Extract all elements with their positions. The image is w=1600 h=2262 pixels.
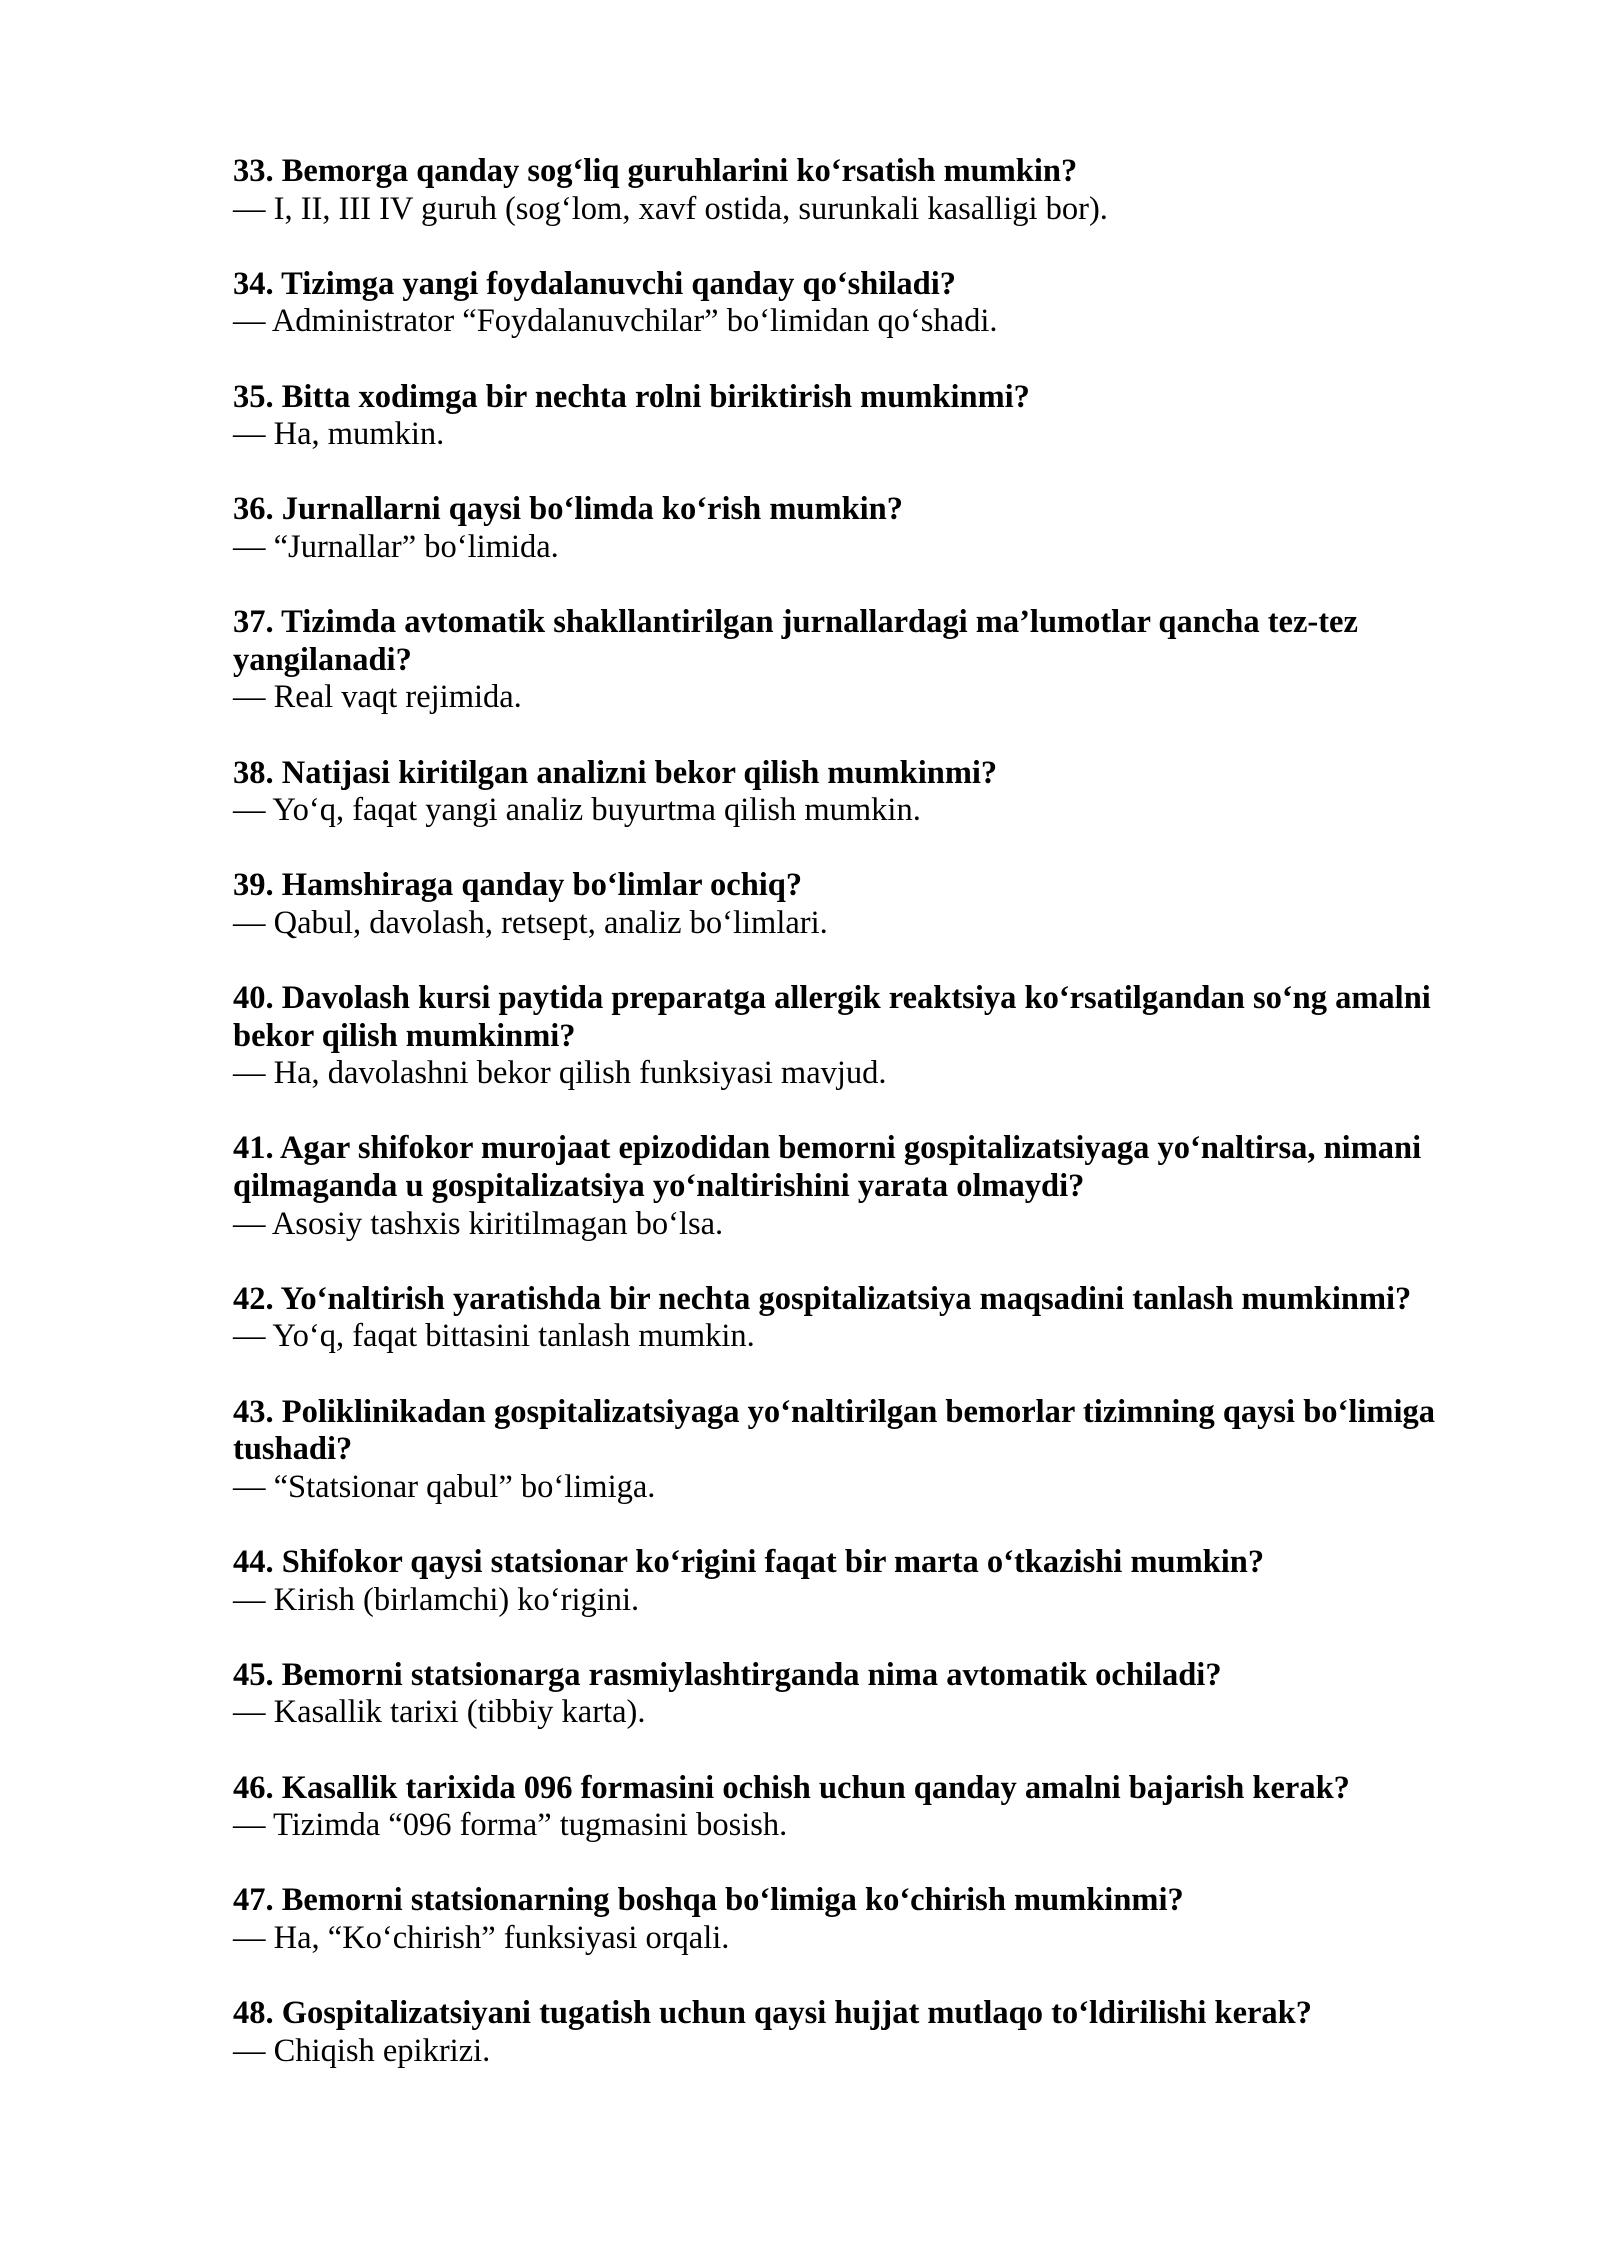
- answer-text: — Kasallik tarixi (tibbiy karta).: [233, 1694, 646, 1731]
- answer-text: — Kirish (birlamchi) ko‘rigini.: [233, 1581, 640, 1618]
- qa-item-34: [233, 266, 1483, 341]
- qa-item-45: [233, 1657, 1483, 1732]
- qa-list: [233, 153, 1483, 2108]
- question-text: 39. Hamshiraga qanday bo‘limlar ochiq?: [233, 867, 803, 904]
- question-text: 34. Tizimga yangi foydalanuvchi qanday qo‘shiladi?: [233, 265, 957, 302]
- qa-item-46: [233, 1770, 1483, 1845]
- qa-item-35: [233, 379, 1483, 454]
- question-text: 43. Poliklinikadan gospitalizatsiyaga yo‘naltirilgan bemorlar tizimning qaysi bo‘limiga tushadi?: [233, 1393, 1436, 1468]
- qa-item-39: [233, 867, 1483, 942]
- answer-text: — Tizimda “096 forma” tugmasini bosish.: [233, 1807, 788, 1844]
- question-text: 42. Yo‘naltirish yaratishda bir nechta gospitalizatsiya maqsadini tanlash mumkinmi?: [233, 1280, 1412, 1317]
- question-text: 33. Bemorga qanday sog‘liq guruhlarini ko‘rsatish mumkin?: [233, 153, 1078, 189]
- qa-item-41: [233, 1130, 1483, 1243]
- question-text: 46. Kasallik tarixida 096 formasini ochish uchun qanday amalni bajarish kerak?: [233, 1769, 1350, 1806]
- qa-item-42: [233, 1281, 1483, 1356]
- question-text: 40. Davolash kursi paytida preparatga allergik reaktsiya ko‘rsatilgandan so‘ng amalni bekor qilish mumkinmi?: [233, 980, 1431, 1054]
- answer-text: — Ha, “Ko‘chirish” funksiyasi orqali.: [233, 1919, 730, 1956]
- question-text: 38. Natijasi kiritilgan analizni bekor qilish mumkinmi?: [233, 754, 998, 791]
- answer-text: — I, II, III IV guruh (sog‘lom, xavf ostida, surunkali kasalligi bor).: [233, 190, 1108, 227]
- qa-item-44: [233, 1544, 1483, 1619]
- answer-text: — Real vaqt rejimida.: [233, 679, 522, 716]
- question-text: 37. Tizimda avtomatik shakllantirilgan jurnallardagi ma’lumotlar qancha tez-tez yangilanadi?: [233, 604, 1358, 678]
- qa-item-38: [233, 755, 1483, 830]
- question-text: 41. Agar shifokor murojaat epizodidan bemorni gospitalizatsiyaga yo‘naltirsa, nimani qilmaganda u gospitalizatsiya yo‘naltirishini yarata olmaydi?: [233, 1130, 1422, 1205]
- question-text: 35. Bitta xodimga bir nechta rolni biriktirish mumkinmi?: [233, 378, 1030, 415]
- question-text: 45. Bemorni statsionarga rasmiylashtirganda nima avtomatik ochiladi?: [233, 1656, 1222, 1693]
- qa-item-47: [233, 1882, 1483, 1957]
- question-text: 36. Jurnallarni qaysi bo‘limda ko‘rish mumkin?: [233, 491, 903, 528]
- answer-text: — Chiqish epikrizi.: [233, 2032, 491, 2069]
- qa-item-48: [233, 1995, 1483, 2070]
- qa-item-43: [233, 1394, 1483, 1507]
- question-text: 47. Bemorni statsionarning boshqa bo‘limiga ko‘chirish mumkinmi?: [233, 1882, 1184, 1919]
- answer-text: — Qabul, davolash, retsept, analiz bo‘limlari.: [233, 904, 828, 941]
- answer-text: — Asosiy tashxis kiritilmagan bo‘lsa.: [233, 1205, 724, 1242]
- answer-text: — Ha, davolashni bekor qilish funksiyasi mavjud.: [233, 1055, 887, 1092]
- answer-text: — Yo‘q, faqat bittasini tanlash mumkin.: [233, 1318, 755, 1355]
- question-text: 44. Shifokor qaysi statsionar ko‘rigini faqat bir marta o‘tkazishi mumkin?: [233, 1543, 1265, 1580]
- question-text: 48. Gospitalizatsiyani tugatish uchun qaysi hujjat mutlaqo to‘ldirilishi kerak?: [233, 1995, 1313, 2032]
- qa-item-36: [233, 491, 1483, 566]
- answer-text: — “Statsionar qabul” bo‘limiga.: [233, 1468, 656, 1505]
- answer-text: — Administrator “Foydalanuvchilar” bo‘limidan qo‘shadi.: [233, 303, 998, 340]
- qa-item-33: [233, 153, 1483, 228]
- answer-text: — “Jurnallar” bo‘limida.: [233, 528, 559, 565]
- qa-item-37: [233, 604, 1483, 717]
- qa-item-40: [233, 980, 1483, 1093]
- answer-text: — Ha, mumkin.: [233, 416, 445, 453]
- answer-text: — Yo‘q, faqat yangi analiz buyurtma qilish mumkin.: [233, 792, 921, 829]
